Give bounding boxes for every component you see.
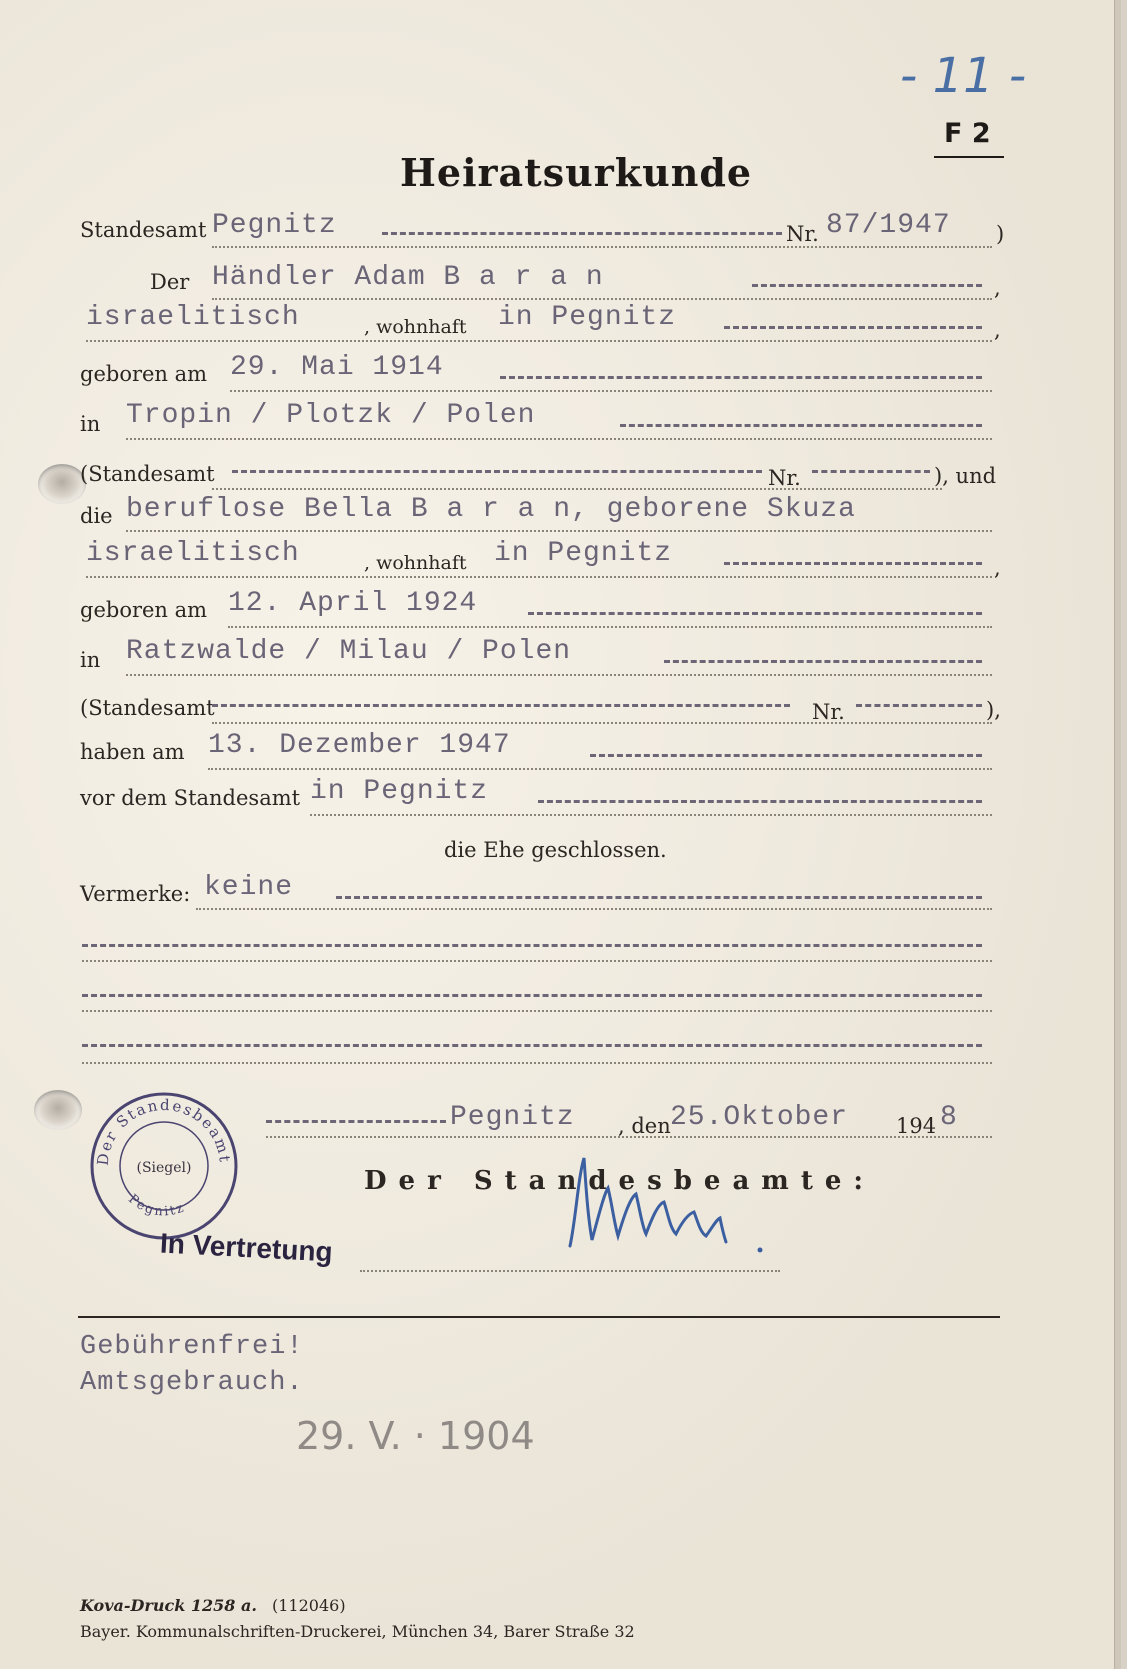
printer-line1 [80, 1596, 346, 1615]
punch-hole-bottom [34, 1090, 82, 1130]
label-standesamt-paren: (Standesamt [80, 462, 215, 486]
pencil-note: 29. V. · 1904 [296, 1414, 535, 1458]
label-standesbeamte: Der Standesbeamte: [364, 1166, 875, 1196]
label-in: in [80, 412, 101, 436]
value-groom-residence: in Pegnitz [498, 302, 677, 333]
value-bride-residence: in Pegnitz [494, 538, 673, 569]
label-die: die [80, 504, 113, 528]
fill-dash [538, 800, 982, 803]
form-code: F 2 [944, 118, 991, 149]
label-den: , den [618, 1114, 671, 1138]
label-der: Der [150, 270, 190, 294]
svg-text:(Siegel): (Siegel) [136, 1160, 192, 1176]
fill-dash [82, 1044, 982, 1047]
printer-code: (112046) [272, 1596, 346, 1615]
fill-dash [232, 470, 762, 473]
dotted-line [228, 626, 992, 628]
fill-dash [590, 754, 982, 757]
form-code-underline [934, 156, 1004, 158]
dotted-line [230, 390, 992, 392]
dotted-line [208, 768, 992, 770]
signature [548, 1138, 778, 1268]
label-nr: Nr. [768, 466, 801, 490]
value-groom-birth-place: Tropin / Plotzk / Polen [126, 400, 536, 431]
fill-dash [724, 326, 982, 329]
corner-mark: - 11 - [900, 48, 1027, 104]
label-vor-dem-standesamt: vor dem Standesamt [80, 786, 301, 810]
fill-dash [724, 562, 982, 565]
label-geboren-am: geboren am [80, 598, 208, 622]
value-groom-birth-date: 29. Mai 1914 [230, 352, 444, 383]
official-seal [88, 1090, 240, 1242]
fill-dash [82, 994, 982, 997]
svg-text:Pegnitz: Pegnitz [125, 1191, 188, 1220]
printer-line2: Bayer. Kommunalschriften-Druckerei, München 34, Barer Straße 32 [80, 1622, 635, 1641]
page-edge [1114, 0, 1121, 1669]
stamp-in-vertretung: In Vertretung [159, 1227, 334, 1268]
dotted-line [82, 1062, 992, 1064]
value-remarks: keine [204, 872, 294, 903]
value-bride-birth-date: 12. April 1924 [228, 588, 478, 619]
fill-dash [812, 470, 930, 473]
fill-dash [752, 284, 982, 287]
dotted-line [212, 488, 942, 490]
fill-dash [212, 704, 790, 707]
value-standesamt: Pegnitz [212, 210, 337, 241]
value-marriage-office: in Pegnitz [310, 776, 489, 807]
value-issue-place: Pegnitz [450, 1102, 575, 1133]
dotted-line [82, 960, 992, 962]
label-standesamt-paren: (Standesamt [80, 696, 215, 720]
dotted-line [212, 298, 992, 300]
label-haben-am: haben am [80, 740, 185, 764]
fill-dash [382, 232, 782, 235]
fill-dash [82, 944, 982, 947]
value-groom-religion: israelitisch [86, 302, 300, 333]
printer-brand: Kova-Druck 1258 a. [80, 1596, 257, 1615]
comma: , [994, 276, 1001, 300]
fill-dash [664, 660, 982, 663]
dotted-line [86, 576, 992, 578]
document-title: Heiratsurkunde [400, 150, 753, 195]
fill-dash [500, 376, 982, 379]
label-in: in [80, 648, 101, 672]
value-bride-birth-place: Ratzwalde / Milau / Polen [126, 636, 572, 667]
value-register-nr: 87/1947 [826, 210, 951, 241]
dotted-line [82, 1010, 992, 1012]
dotted-line [86, 340, 992, 342]
dotted-line [212, 246, 992, 248]
value-groom: Händler Adam B a r a n [212, 262, 604, 293]
label-nr: Nr. [786, 222, 819, 246]
fill-dash [856, 704, 982, 707]
dotted-line [126, 438, 992, 440]
close-paren-comma: ), [986, 698, 1001, 722]
value-bride: beruflose Bella B a r a n, geborene Skuza [126, 494, 856, 525]
marriage-concluded-text: die Ehe geschlossen. [444, 838, 667, 862]
section-divider [78, 1316, 1000, 1318]
label-year-prefix: 194 [896, 1114, 937, 1138]
value-bride-religion: israelitisch [86, 538, 300, 569]
value-marriage-date: 13. Dezember 1947 [208, 730, 511, 761]
label-vermerke: Vermerke: [80, 882, 191, 906]
fill-dash [620, 424, 982, 427]
close-paren: ) [996, 222, 1005, 246]
fill-dash [336, 896, 982, 899]
comma: , [994, 318, 1001, 342]
label-wohnhaft: , wohnhaft [364, 316, 467, 338]
fill-dash [266, 1120, 446, 1123]
dotted-line [126, 674, 992, 676]
value-issue-date: 25.Oktober [670, 1102, 849, 1133]
signature-line [360, 1270, 780, 1272]
dotted-line [196, 908, 992, 910]
punch-hole-top [38, 464, 86, 504]
fill-dash [528, 612, 982, 615]
dotted-line [310, 814, 992, 816]
svg-text:Der Standesbeamte: Der Standesbeamt [93, 1095, 235, 1167]
dotted-line [126, 530, 992, 532]
fee-note-line1: Gebührenfrei! [80, 1332, 304, 1362]
label-nr: Nr. [812, 700, 845, 724]
label-wohnhaft: , wohnhaft [364, 552, 467, 574]
label-und: ), und [934, 464, 997, 488]
dotted-line [212, 722, 992, 724]
value-issue-year-digit: 8 [940, 1102, 958, 1133]
label-standesamt: Standesamt [80, 218, 207, 242]
comma: , [994, 556, 1001, 580]
fee-note-line2: Amtsgebrauch. [80, 1368, 304, 1398]
label-geboren-am: geboren am [80, 362, 208, 386]
